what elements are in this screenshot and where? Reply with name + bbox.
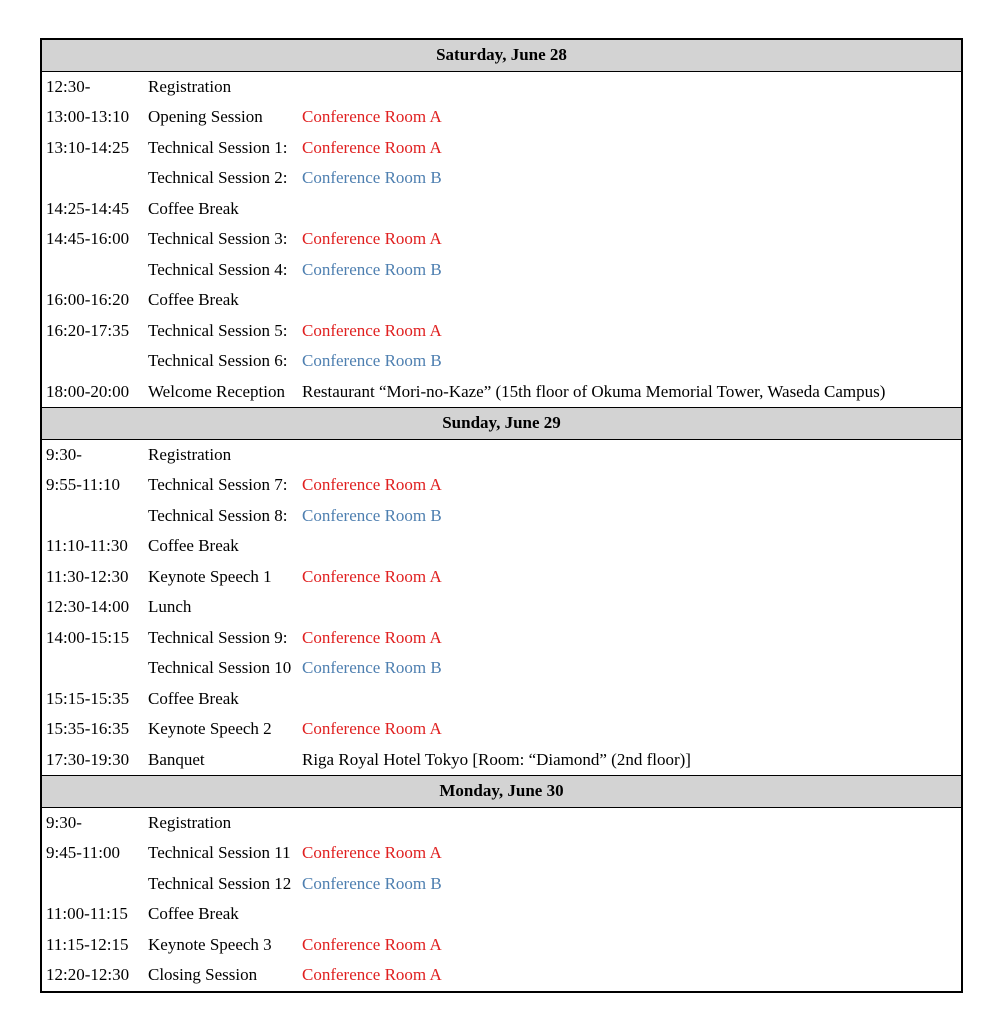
time-cell: 14:45-16:00 — [46, 229, 130, 249]
room-cell — [302, 899, 962, 930]
room-cell — [302, 285, 962, 316]
schedule-table — [40, 38, 963, 993]
schedule-row — [41, 224, 962, 255]
schedule-row — [41, 316, 962, 347]
event-cell: Keynote Speech 3 — [148, 934, 272, 954]
event-cell: Welcome Reception — [148, 381, 285, 401]
time-cell: 12:30- — [46, 76, 91, 96]
schedule-row — [41, 869, 962, 900]
room-cell — [302, 807, 962, 838]
event-cell: Technical Session 7: — [148, 475, 288, 495]
schedule-row — [41, 346, 962, 377]
room-cell: Conference Room B — [302, 259, 442, 279]
event-cell: Technical Session 5: — [148, 320, 288, 340]
event-cell: Technical Session 4: — [148, 259, 288, 279]
room-cell: Riga Royal Hotel Tokyo [Room: “Diamond” (2nd floor)] — [302, 749, 691, 769]
room-cell — [302, 684, 962, 715]
schedule-row — [41, 71, 962, 102]
event-cell: Registration — [148, 812, 232, 832]
event-cell: Technical Session 12 — [148, 873, 292, 893]
event-cell: Lunch — [148, 597, 192, 617]
room-cell: Conference Room A — [302, 719, 442, 739]
schedule-row — [41, 653, 962, 684]
room-cell: Conference Room A — [302, 229, 442, 249]
event-cell: Technical Session 10 — [148, 658, 292, 678]
time-cell — [41, 163, 147, 194]
schedule-row — [41, 194, 962, 225]
schedule-row — [41, 470, 962, 501]
event-cell: Coffee Break — [148, 688, 239, 708]
time-cell: 12:20-12:30 — [46, 965, 130, 985]
event-cell: Technical Session 2: — [148, 168, 288, 188]
time-cell: 16:20-17:35 — [46, 320, 130, 340]
event-cell: Closing Session — [148, 965, 258, 985]
event-cell: Registration — [148, 76, 232, 96]
event-cell: Technical Session 11 — [148, 843, 291, 863]
event-cell: Banquet — [148, 749, 205, 769]
room-cell — [302, 531, 962, 562]
room-cell: Conference Room A — [302, 137, 442, 157]
room-cell: Conference Room A — [302, 475, 442, 495]
time-cell: 18:00-20:00 — [46, 381, 130, 401]
event-cell: Keynote Speech 2 — [148, 719, 272, 739]
schedule-row — [41, 255, 962, 286]
day-title: Monday, June 30 — [41, 776, 962, 808]
day-header-row — [41, 39, 962, 71]
schedule-row — [41, 684, 962, 715]
time-cell — [41, 346, 147, 377]
schedule-row — [41, 930, 962, 961]
schedule-row — [41, 377, 962, 408]
schedule-row — [41, 285, 962, 316]
event-cell: Coffee Break — [148, 290, 239, 310]
room-cell: Conference Room B — [302, 505, 442, 525]
day-title: Sunday, June 29 — [41, 408, 962, 440]
event-cell: Registration — [148, 444, 232, 464]
schedule-row — [41, 807, 962, 838]
room-cell: Conference Room A — [302, 965, 442, 985]
time-cell: 17:30-19:30 — [46, 749, 130, 769]
event-cell: Technical Session 6: — [148, 351, 288, 371]
schedule-row — [41, 899, 962, 930]
event-cell: Coffee Break — [148, 536, 239, 556]
schedule-row — [41, 714, 962, 745]
day-header-row — [41, 776, 962, 808]
schedule-row — [41, 838, 962, 869]
day-title: Saturday, June 28 — [41, 39, 962, 71]
time-cell: 9:55-11:10 — [46, 475, 120, 495]
schedule-row — [41, 592, 962, 623]
schedule-row — [41, 163, 962, 194]
schedule-row — [41, 531, 962, 562]
event-cell: Technical Session 3: — [148, 229, 288, 249]
time-cell: 9:30- — [46, 444, 82, 464]
event-cell: Technical Session 8: — [148, 505, 288, 525]
time-cell — [41, 255, 147, 286]
time-cell: 15:15-15:35 — [46, 688, 130, 708]
time-cell: 11:15-12:15 — [46, 934, 129, 954]
time-cell: 16:00-16:20 — [46, 290, 130, 310]
room-cell — [302, 194, 962, 225]
time-cell: 14:25-14:45 — [46, 198, 130, 218]
time-cell: 13:00-13:10 — [46, 107, 130, 127]
room-cell: Conference Room A — [302, 934, 442, 954]
time-cell — [41, 501, 147, 532]
schedule-row — [41, 133, 962, 164]
room-cell: Conference Room B — [302, 658, 442, 678]
time-cell: 13:10-14:25 — [46, 137, 130, 157]
event-cell: Coffee Break — [148, 904, 239, 924]
time-cell: 11:10-11:30 — [46, 536, 128, 556]
time-cell: 9:45-11:00 — [46, 843, 120, 863]
time-cell: 15:35-16:35 — [46, 719, 130, 739]
event-cell: Opening Session — [148, 107, 263, 127]
room-cell: Conference Room A — [302, 566, 442, 586]
schedule-body — [41, 39, 962, 992]
event-cell: Coffee Break — [148, 198, 239, 218]
time-cell: 9:30- — [46, 812, 82, 832]
time-cell — [41, 869, 147, 900]
room-cell: Conference Room A — [302, 320, 442, 340]
room-cell: Conference Room A — [302, 627, 442, 647]
schedule-row — [41, 501, 962, 532]
schedule-row — [41, 623, 962, 654]
room-cell — [302, 71, 962, 102]
event-cell: Technical Session 1: — [148, 137, 288, 157]
room-cell: Conference Room A — [302, 107, 442, 127]
event-cell: Technical Session 9: — [148, 627, 288, 647]
time-cell: 14:00-15:15 — [46, 627, 130, 647]
schedule-row — [41, 745, 962, 776]
day-header-row — [41, 408, 962, 440]
room-cell: Conference Room A — [302, 843, 442, 863]
room-cell: Restaurant “Mori-no-Kaze” (15th floor of Okuma Memorial Tower, Waseda Campus) — [302, 381, 886, 401]
schedule-row — [41, 439, 962, 470]
room-cell — [302, 592, 962, 623]
room-cell — [302, 439, 962, 470]
time-cell: 11:30-12:30 — [46, 566, 129, 586]
time-cell: 11:00-11:15 — [46, 904, 128, 924]
schedule-row — [41, 562, 962, 593]
time-cell — [41, 653, 147, 684]
room-cell: Conference Room B — [302, 351, 442, 371]
room-cell: Conference Room B — [302, 873, 442, 893]
room-cell: Conference Room B — [302, 168, 442, 188]
schedule-row — [41, 960, 962, 992]
schedule-row — [41, 102, 962, 133]
event-cell: Keynote Speech 1 — [148, 566, 272, 586]
time-cell: 12:30-14:00 — [46, 597, 130, 617]
